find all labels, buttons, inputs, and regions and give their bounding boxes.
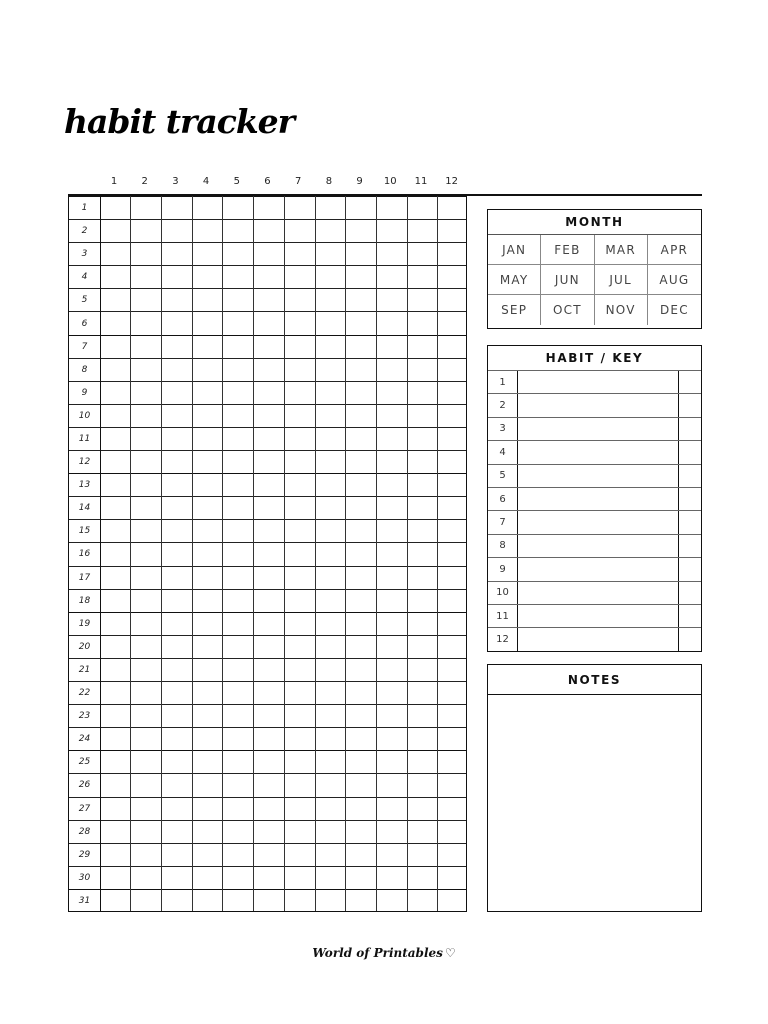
footer-brand bbox=[0, 946, 768, 960]
habit-row[interactable] bbox=[488, 557, 701, 580]
habit-name-field[interactable] bbox=[518, 371, 679, 393]
month-panel-title: MONTH bbox=[565, 215, 624, 229]
habit-row[interactable] bbox=[488, 370, 701, 393]
habit-key-field[interactable] bbox=[679, 371, 701, 393]
habit-key-field[interactable] bbox=[679, 558, 701, 580]
habit-key-field[interactable] bbox=[679, 535, 701, 557]
habit-key-title: HABIT / KEY bbox=[545, 351, 644, 365]
grid-column-line bbox=[284, 196, 285, 911]
day-label: 18 bbox=[78, 595, 91, 606]
habit-key-field[interactable] bbox=[679, 394, 701, 416]
habit-name-field[interactable] bbox=[518, 441, 679, 463]
column-headers bbox=[68, 176, 468, 194]
day-label: 6 bbox=[81, 318, 88, 329]
day-label: 30 bbox=[78, 872, 91, 883]
day-label: 23 bbox=[78, 711, 91, 722]
grid-column-line bbox=[100, 196, 101, 911]
column-header: 4 bbox=[202, 176, 210, 187]
habit-row[interactable] bbox=[488, 393, 701, 416]
day-label: 4 bbox=[81, 272, 88, 283]
column-header: 2 bbox=[141, 176, 148, 187]
month-option[interactable]: JUL bbox=[595, 265, 648, 295]
habit-row[interactable] bbox=[488, 604, 701, 627]
day-label: 3 bbox=[81, 249, 88, 260]
habit-number: 9 bbox=[488, 558, 518, 580]
day-label: 5 bbox=[81, 295, 88, 306]
month-option[interactable]: FEB bbox=[541, 235, 594, 265]
column-header: 6 bbox=[264, 176, 271, 187]
habit-number: 5 bbox=[488, 465, 518, 487]
habit-key-field[interactable] bbox=[679, 511, 701, 533]
habit-row[interactable] bbox=[488, 581, 701, 604]
habit-number: 11 bbox=[488, 605, 518, 627]
day-label: 13 bbox=[78, 480, 91, 491]
habit-name-field[interactable] bbox=[518, 418, 679, 440]
habit-key-field[interactable] bbox=[679, 418, 701, 440]
habit-row[interactable] bbox=[488, 487, 701, 510]
day-label: 27 bbox=[78, 803, 91, 814]
habit-row[interactable] bbox=[488, 510, 701, 533]
habit-row[interactable] bbox=[488, 627, 701, 650]
heart-icon: ♡ bbox=[444, 946, 456, 960]
habit-number: 1 bbox=[488, 371, 518, 393]
grid-column-line bbox=[407, 196, 408, 911]
grid-column-line bbox=[161, 196, 162, 911]
grid-column-line bbox=[345, 196, 346, 911]
month-option[interactable]: MAR bbox=[595, 235, 648, 265]
day-label: 15 bbox=[78, 526, 91, 537]
habit-number: 8 bbox=[488, 535, 518, 557]
habit-number: 6 bbox=[488, 488, 518, 510]
grid-column-line bbox=[130, 196, 131, 911]
month-option[interactable]: OCT bbox=[541, 295, 594, 325]
habit-number: 4 bbox=[488, 441, 518, 463]
habit-row[interactable] bbox=[488, 464, 701, 487]
habit-key-field[interactable] bbox=[679, 441, 701, 463]
habit-name-field[interactable] bbox=[518, 535, 679, 557]
month-option[interactable]: JAN bbox=[488, 235, 541, 265]
grid-column-line bbox=[222, 196, 223, 911]
habit-name-field[interactable] bbox=[518, 582, 679, 604]
day-label: 14 bbox=[78, 503, 91, 514]
habit-number: 7 bbox=[488, 511, 518, 533]
grid-column-line bbox=[437, 196, 438, 911]
month-panel bbox=[487, 209, 702, 329]
day-label: 28 bbox=[78, 826, 91, 837]
habit-key-field[interactable] bbox=[679, 488, 701, 510]
habit-name-field[interactable] bbox=[518, 511, 679, 533]
habit-row[interactable] bbox=[488, 417, 701, 440]
habit-name-field[interactable] bbox=[518, 558, 679, 580]
column-header: 5 bbox=[233, 176, 240, 187]
page-title: habit tracker bbox=[64, 102, 295, 141]
day-label: 21 bbox=[78, 664, 91, 675]
habit-key-field[interactable] bbox=[679, 582, 701, 604]
habit-key-rows bbox=[488, 370, 701, 651]
day-label: 26 bbox=[78, 780, 91, 791]
day-label: 24 bbox=[78, 734, 91, 745]
habit-name-field[interactable] bbox=[518, 605, 679, 627]
month-option[interactable]: MAY bbox=[488, 265, 541, 295]
habit-name-field[interactable] bbox=[518, 488, 679, 510]
column-header: 9 bbox=[356, 176, 363, 187]
brand-name: World of Printables bbox=[312, 946, 443, 960]
habit-key-field[interactable] bbox=[679, 465, 701, 487]
grid-column-line bbox=[253, 196, 254, 911]
month-option[interactable]: SEP bbox=[488, 295, 541, 325]
grid-column-line bbox=[315, 196, 316, 911]
column-header: 1 bbox=[110, 176, 118, 187]
month-option[interactable]: APR bbox=[648, 235, 701, 265]
day-label: 31 bbox=[78, 895, 91, 906]
habit-key-field[interactable] bbox=[679, 628, 701, 650]
day-label: 7 bbox=[81, 341, 88, 352]
day-label: 10 bbox=[78, 410, 91, 421]
habit-number: 3 bbox=[488, 418, 518, 440]
notes-panel bbox=[487, 664, 702, 912]
day-label: 12 bbox=[78, 457, 91, 468]
day-label: 17 bbox=[78, 572, 91, 583]
column-header: 11 bbox=[414, 176, 428, 187]
habit-number: 10 bbox=[488, 582, 518, 604]
day-label: 11 bbox=[78, 434, 91, 444]
column-header: 8 bbox=[325, 176, 333, 187]
grid-column-line bbox=[192, 196, 193, 911]
notes-area[interactable] bbox=[488, 695, 701, 912]
month-option[interactable]: DEC bbox=[659, 303, 689, 317]
column-header: 10 bbox=[383, 176, 397, 187]
column-header: 7 bbox=[295, 176, 302, 187]
habit-row[interactable] bbox=[488, 534, 701, 557]
day-label: 20 bbox=[78, 641, 91, 652]
day-label: 22 bbox=[78, 688, 91, 699]
day-label: 1 bbox=[81, 203, 88, 214]
habit-name-field[interactable] bbox=[518, 394, 679, 416]
month-option[interactable]: NOV bbox=[595, 295, 648, 325]
habit-name-field[interactable] bbox=[518, 465, 679, 487]
day-label: 25 bbox=[78, 757, 91, 768]
day-label: 16 bbox=[78, 549, 91, 560]
day-label: 8 bbox=[81, 364, 88, 375]
day-label: 2 bbox=[81, 226, 88, 237]
month-grid bbox=[488, 234, 701, 325]
day-label: 9 bbox=[81, 387, 88, 398]
habit-number: 12 bbox=[488, 628, 518, 650]
habit-name-field[interactable] bbox=[518, 628, 679, 650]
column-header: 3 bbox=[172, 176, 179, 187]
month-option[interactable]: JUN bbox=[541, 265, 594, 295]
habit-key-field[interactable] bbox=[679, 605, 701, 627]
day-label: 19 bbox=[78, 618, 91, 629]
day-label: 29 bbox=[78, 849, 91, 860]
month-option[interactable]: AUG bbox=[648, 265, 701, 295]
habit-number: 2 bbox=[488, 394, 518, 416]
notes-title: NOTES bbox=[488, 665, 701, 695]
habit-tracker-grid[interactable] bbox=[68, 196, 467, 912]
habit-key-panel bbox=[487, 345, 702, 652]
habit-row[interactable] bbox=[488, 440, 701, 463]
grid-column-line bbox=[376, 196, 377, 911]
column-header: 12 bbox=[445, 176, 458, 187]
